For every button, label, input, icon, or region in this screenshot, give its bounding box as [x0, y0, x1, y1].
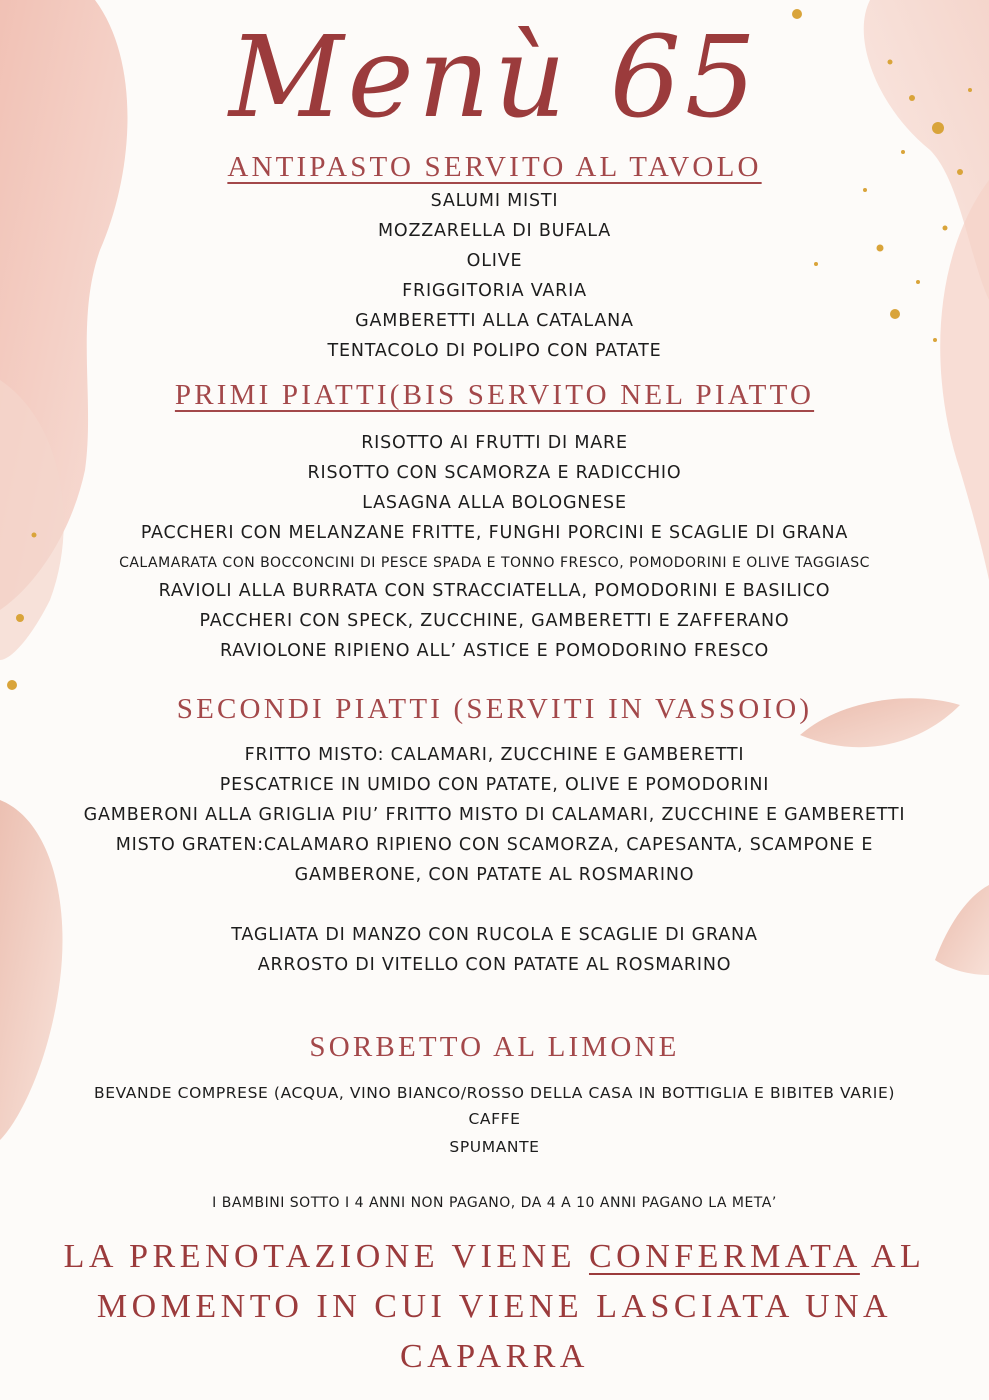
list-item: RISOTTO CON SCAMORZA E RADICCHIO	[307, 463, 682, 483]
list-item: TENTACOLO DI POLIPO CON PATATE	[327, 341, 662, 361]
children-note: I BAMBINI SOTTO I 4 ANNI NON PAGANO, DA 4 A 10 ANNI PAGANO LA META’	[212, 1195, 777, 1211]
list-item: OLIVE	[466, 251, 523, 271]
list-item: BEVANDE COMPRESE (ACQUA, VINO BIANCO/ROSSO DELLA CASA IN BOTTIGLIA E BIBITEB VARIE)	[93, 1084, 896, 1102]
list-item: CAFFE	[468, 1110, 521, 1128]
list-item: RISOTTO AI FRUTTI DI MARE	[361, 433, 628, 453]
list-item: RAVIOLI ALLA BURRATA CON STRACCIATELLA, POMODORINI E BASILICO	[158, 581, 831, 601]
list-item: PACCHERI CON MELANZANE FRITTE, FUNGHI PORCINI E SCAGLIE DI GRANA	[140, 523, 849, 543]
primi-heading: PRIMI PIATTI(BIS SERVITO NEL PIATTO	[174, 379, 815, 411]
list-item: MOZZARELLA DI BUFALA	[377, 221, 612, 241]
antipasto-heading: ANTIPASTO SERVITO AL TAVOLO	[227, 151, 762, 183]
list-item: SALUMI MISTI	[430, 191, 559, 211]
list-item: GAMBERONE, CON PATATE AL ROSMARINO	[294, 865, 695, 885]
list-item: FRITTO MISTO: CALAMARI, ZUCCHINE E GAMBERETTI	[244, 745, 745, 765]
list-item: TAGLIATA DI MANZO CON RUCOLA E SCAGLIE DI GRANA	[231, 925, 758, 945]
list-item: PACCHERI CON SPECK, ZUCCHINE, GAMBERETTI E ZAFFERANO	[199, 611, 790, 631]
list-item: MISTO GRATEN:CALAMARO RIPIENO CON SCAMORZA, CAPESANTA, SCAMPONE E	[115, 835, 874, 855]
list-item: FRIGGITORIA VARIA	[402, 281, 587, 301]
booking-note-line-1: LA PRENOTAZIONE VIENE CONFERMATA AL	[63, 1238, 926, 1275]
list-item: LASAGNA ALLA BOLOGNESE	[362, 493, 627, 513]
list-item: GAMBERETTI ALLA CATALANA	[355, 311, 634, 331]
booking-note-line-2: MOMENTO IN CUI VIENE LASCIATA UNA	[96, 1288, 893, 1325]
secondi-heading: SECONDI PIATTI (SERVITI IN VASSOIO)	[176, 693, 813, 725]
list-item: SPUMANTE	[449, 1138, 540, 1156]
list-item: GAMBERONI ALLA GRIGLIA PIU’ FRITTO MISTO DI CALAMARI, ZUCCHINE E GAMBERETTI	[83, 805, 906, 825]
menu-title: Menù 65	[228, 13, 761, 143]
list-item: PESCATRICE IN UMIDO CON PATATE, OLIVE E POMODORINI	[219, 775, 770, 795]
list-item: CALAMARATA CON BOCCONCINI DI PESCE SPADA E TONNO FRESCO, POMODORINI E OLIVE TAGGIASC	[119, 555, 870, 571]
list-item: ARROSTO DI VITELLO CON PATATE AL ROSMARINO	[257, 955, 732, 975]
booking-note-line-3: CAPARRA	[400, 1338, 589, 1375]
sorbetto-heading: SORBETTO AL LIMONE	[309, 1031, 680, 1063]
list-item: RAVIOLONE RIPIENO ALL’ ASTICE E POMODORINO FRESCO	[219, 641, 770, 661]
